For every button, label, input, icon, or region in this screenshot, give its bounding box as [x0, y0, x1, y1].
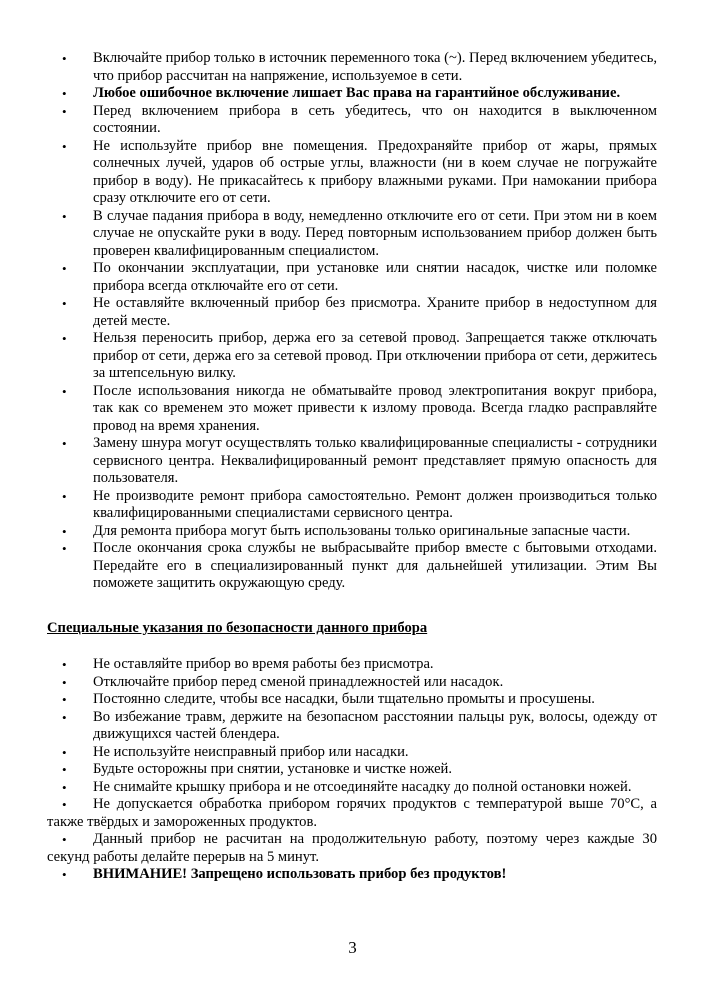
- general-rule-item: [0, 330, 705, 383]
- special-rule-item: [0, 761, 705, 779]
- page-number: 3: [348, 938, 357, 957]
- general-safety-list: [0, 50, 705, 593]
- special-rule-item-text: Отключайте прибор перед сменой принадлежностей или насадок.: [93, 673, 504, 690]
- bullet-icon: •: [62, 779, 67, 795]
- special-safety-list: [0, 656, 705, 884]
- general-rule-item: [0, 138, 705, 208]
- general-rule-item: [0, 383, 705, 436]
- bullet-icon: •: [62, 541, 67, 556]
- general-rule-item-text: Не оставляйте включенный прибор без присмотра. Храните прибор в недоступном для детей месте.: [93, 295, 657, 329]
- general-rule-item-text: По окончании эксплуатации, при установке или снятии насадок, чистке или поломке прибора всегда отключайте его от сети.: [93, 260, 657, 294]
- general-rule-item-text: Любое ошибочное включение лишает Вас права на гарантийное обслуживание.: [93, 85, 621, 101]
- bullet-icon: •: [62, 674, 67, 690]
- special-rule-item: [0, 674, 705, 692]
- bullet-icon: •: [62, 103, 67, 119]
- general-rule-item: [0, 295, 705, 330]
- bullet-icon: •: [62, 692, 67, 707]
- special-rule-item: [0, 656, 705, 674]
- general-rule-item-text: Нельзя переносить прибор, держа его за сетевой провод. Запрещается также отключать прибор от сети, держа его за сетевой провод. При отключении прибора от сети, держитесь за штепсельную вилку.: [93, 330, 657, 381]
- special-rule-item-text: ВНИМАНИЕ! Запрещено использовать прибор без продуктов!: [93, 866, 507, 882]
- general-rule-item: [0, 50, 705, 85]
- special-rule-item-text: Не допускается обработка прибором горячих продуктов с температурой выше 70°С, а также твёрдых и замороженных продуктов.: [47, 796, 657, 830]
- bullet-icon: •: [62, 797, 67, 812]
- general-rule-item: [0, 208, 705, 261]
- general-rule-item-text: Перед включением прибора в сеть убедитесь, что он находится в выключенном состоянии.: [93, 102, 657, 136]
- bullet-icon: •: [62, 762, 67, 777]
- special-rule-item-text: Постоянно следите, чтобы все насадки, были тщательно промыты и просушены.: [93, 691, 595, 707]
- general-rule-item-text: Для ремонта прибора могут быть использованы только оригинальные запасные части.: [93, 522, 631, 539]
- special-rule-item: [0, 831, 705, 866]
- special-rule-item-text: Не используйте неисправный прибор или насадки.: [93, 743, 409, 760]
- general-rule-item-text: После окончания срока службы не выбрасывайте прибор вместе с бытовыми отходами. Передайте его в специализированный пункт для дальнейшей утилизации. Этим Вы поможете защитить окружающую среду.: [93, 540, 657, 591]
- bullet-icon: •: [62, 488, 67, 504]
- general-rule-item: [0, 85, 705, 103]
- general-rule-item-text: Включайте прибор только в источник переменного тока (~). Перед включением убедитесь, что прибор рассчитан на напряжение, используемое в сети.: [93, 50, 657, 84]
- special-rule-item: [0, 866, 705, 884]
- bullet-icon: •: [62, 138, 67, 154]
- general-rule-item-text: Замену шнура могут осуществлять только квалифицированные специалисты - сотрудники сервисного центра. Неквалифицированный ремонт представляет прямую опасность для пользователя.: [93, 435, 657, 486]
- bullet-icon: •: [62, 867, 67, 882]
- bullet-icon: •: [62, 208, 67, 224]
- bullet-icon: •: [62, 832, 67, 847]
- bullet-icon: •: [62, 436, 67, 451]
- special-rule-item-text: Не снимайте крышку прибора и не отсоединяйте насадку до полной остановки ножей.: [93, 778, 632, 795]
- general-rule-item-text: Не используйте прибор вне помещения. Предохраняйте прибор от жары, прямых солнечных лучей, ударов об острые углы, влажности (ни в коем случае не погружайте прибор в воду). Не прикасайтесь к прибору влажными руками. При намокании прибора сразу отключите его от сети.: [93, 137, 657, 206]
- general-rule-item-text: Не производите ремонт прибора самостоятельно. Ремонт должен производиться только квалифицированными специалистами сервисного центра.: [93, 487, 657, 521]
- special-rule-item: [0, 709, 705, 744]
- special-rule-item-text: Данный прибор не расчитан на продолжительную работу, поэтому через каждые 30 секунд работы делайте перерыв на 5 минут.: [47, 831, 657, 865]
- bullet-icon: •: [62, 86, 67, 101]
- general-rule-item-text: В случае падания прибора в воду, немедленно отключите его от сети. При этом ни в коем случае не опускайте руки в воду. Перед повторным использованием прибор должен быть проверен квалифицированным специалистом.: [93, 207, 657, 259]
- bullet-icon: •: [62, 657, 67, 672]
- special-rule-item: [0, 691, 705, 709]
- bullet-icon: •: [62, 744, 67, 760]
- general-rule-item: [0, 435, 705, 488]
- special-rule-item-text: Будьте осторожны при снятии, установке и чистке ножей.: [93, 761, 453, 777]
- general-rule-item-text: После использования никогда не обматывайте провод электропитания вокруг прибора, так как со временем это может привести к излому провода. Всегда гладко расправляйте провод на время хранения.: [93, 382, 657, 434]
- special-rule-item-text: Во избежание травм, держите на безопасном расстоянии пальцы рук, волосы, одежду от движущихся частей блендера.: [93, 708, 657, 742]
- general-rule-item: [0, 260, 705, 295]
- special-rule-item: [0, 796, 705, 831]
- bullet-icon: •: [62, 261, 67, 276]
- bullet-icon: •: [62, 383, 67, 399]
- general-rule-item: [0, 523, 705, 541]
- general-rule-item: [0, 540, 705, 593]
- special-rule-item-text: Не оставляйте прибор во время работы без присмотра.: [93, 656, 434, 672]
- bullet-icon: •: [62, 51, 67, 66]
- bullet-icon: •: [62, 296, 67, 311]
- bullet-icon: •: [62, 523, 67, 539]
- general-rule-item: [0, 103, 705, 138]
- special-safety-heading: Специальные указания по безопасности данного прибора: [47, 620, 428, 636]
- bullet-icon: •: [62, 709, 67, 725]
- special-rule-item: [0, 744, 705, 762]
- general-rule-item: [0, 488, 705, 523]
- bullet-icon: •: [62, 331, 67, 346]
- special-rule-item: [0, 779, 705, 797]
